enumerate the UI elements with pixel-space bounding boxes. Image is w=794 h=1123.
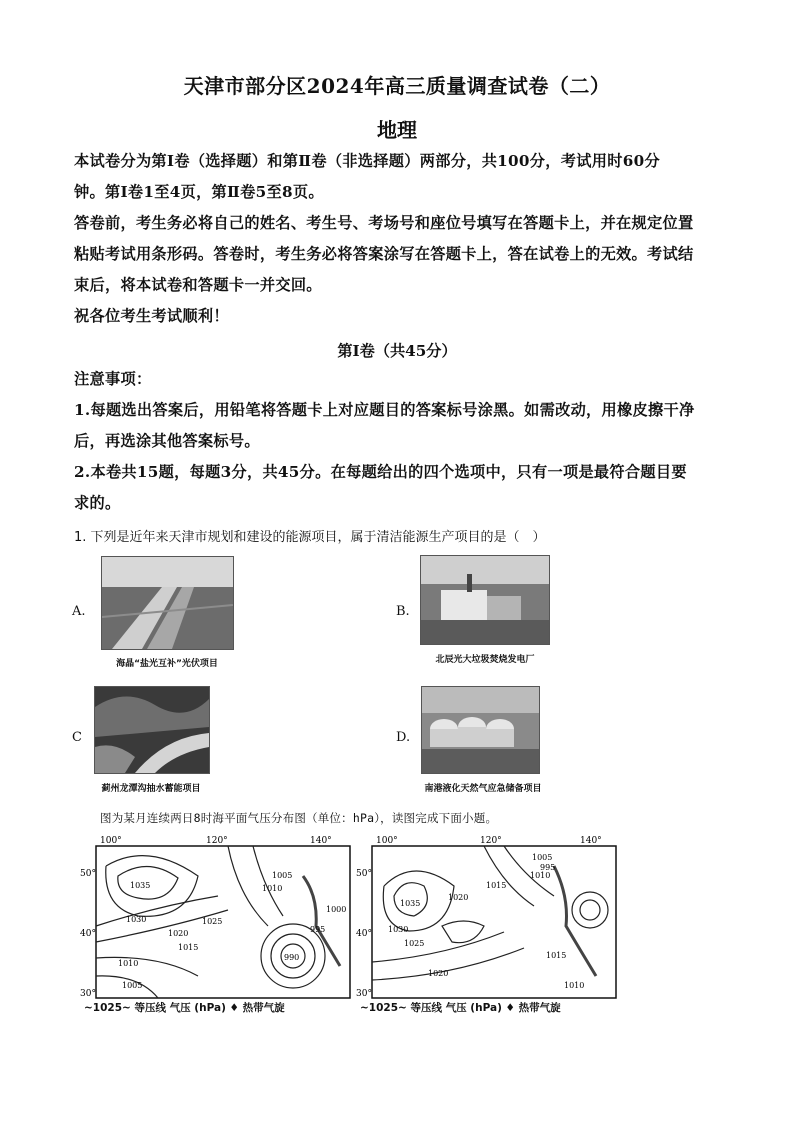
intro-block — [74, 146, 720, 332]
isobar-label: 995 — [310, 925, 326, 934]
solar-field-image — [102, 557, 233, 649]
intro-line: 钟。第Ⅰ卷1至4页，第Ⅱ卷5至8页。 — [74, 183, 324, 201]
intro-line: 束后，将本试卷和答题卡一并交回。 — [74, 276, 322, 294]
cyclone-icon: ♦ — [229, 1002, 239, 1014]
isobar-label: 1015 — [486, 881, 507, 890]
lat-label: 30° — [80, 989, 96, 999]
lon-label: 100° — [376, 836, 398, 846]
legend-pressure-label: 气压 (hPa) — [445, 1002, 502, 1014]
exam-title: 天津市部分区2024年高三质量调查试卷（二） — [183, 74, 611, 98]
isobar-label: 1020 — [428, 969, 449, 978]
isobar-label: 990 — [284, 953, 300, 962]
isobar-label: 1010 — [530, 871, 551, 880]
isobar-label: 1015 — [178, 943, 199, 952]
option-c-photo — [94, 686, 210, 774]
isobar-label: 995 — [540, 863, 556, 872]
legend-isobar-label: 等压线 — [410, 1002, 442, 1014]
lat-label: 40° — [80, 929, 96, 939]
legend-cyclone-label: 热带气旋 — [242, 1002, 285, 1014]
legend-isobar-symbol: ~1025~ — [84, 1002, 131, 1014]
legend-cyclone-label: 热带气旋 — [518, 1002, 561, 1014]
intro-line: 本试卷分为第Ⅰ卷（选择题）和第Ⅱ卷（非选择题）两部分，共100分，考试用时60分 — [74, 152, 660, 170]
isobar-label: 1020 — [168, 929, 189, 938]
map-intro-text: 图为某月连续两日8时海平面气压分布图（单位：hPa），读图完成下面小题。 — [100, 811, 498, 825]
lat-label: 40° — [356, 929, 372, 939]
lon-label: 120° — [206, 836, 228, 846]
isobar-label: 1025 — [404, 939, 425, 948]
isobar-label: 1025 — [202, 917, 223, 926]
isobar-label: 1010 — [262, 884, 283, 893]
isobar-label: 1000 — [326, 905, 347, 914]
option-c-label: C — [72, 730, 82, 745]
map2-legend — [360, 1000, 561, 1015]
isobar-label: 1005 — [532, 853, 553, 862]
question-1-stem: 1. 下列是近年来天津市规划和建设的能源项目，属于清洁能源生产项目的是（ ） — [74, 530, 546, 545]
lon-label: 100° — [100, 836, 122, 846]
isobar-label: 1035 — [400, 899, 421, 908]
note-line: 1.每题选出答案后，用铅笔将答题卡上对应题目的答案标号涂黑。如需改动，用橡皮擦干净 — [74, 401, 695, 419]
note-line: 2.本卷共15题，每题3分，共45分。在每题给出的四个选项中，只有一项是最符合题目要 — [74, 463, 687, 481]
isobar-label: 1005 — [272, 871, 293, 880]
lng-tanks-image — [422, 687, 539, 773]
option-b-label: B. — [396, 604, 410, 619]
power-plant-image — [421, 556, 549, 644]
isobar-label: 1010 — [118, 959, 139, 968]
option-b-photo — [420, 555, 550, 645]
intro-line: 粘贴考试用条形码。答卷时，考生务必将答案涂写在答题卡上，答在试卷上的无效。考试结 — [74, 245, 694, 263]
notes-title: 注意事项： — [74, 370, 152, 388]
intro-line: 祝各位考生考试顺利！ — [74, 307, 229, 325]
section-title: 第Ⅰ卷（共45分） — [337, 342, 457, 360]
option-a-label: A. — [72, 604, 86, 619]
option-d-caption: 南港液化天然气应急储备项目 — [424, 784, 542, 794]
note-line: 后，再选涂其他答案标号。 — [74, 432, 260, 450]
option-b-caption: 北辰光大垃圾焚烧发电厂 — [435, 655, 535, 665]
intro-line: 答卷前，考生务必将自己的姓名、考生号、考场号和座位号填写在答题卡上，并在规定位置 — [74, 214, 694, 232]
pumped-storage-image — [95, 687, 209, 773]
legend-isobar-symbol: ~1025~ — [360, 1002, 407, 1014]
subject-title: 地理 — [377, 118, 417, 142]
option-a-photo — [101, 556, 234, 650]
isobar-label: 1020 — [448, 893, 469, 902]
isobar-label: 1035 — [130, 881, 151, 890]
option-a-caption: 海晶“盐光互补”光伏项目 — [116, 659, 218, 669]
legend-pressure-label: 气压 (hPa) — [169, 1002, 226, 1014]
lat-label: 50° — [356, 869, 372, 879]
pressure-map-day2 — [354, 836, 620, 1006]
lon-label: 140° — [580, 836, 602, 846]
note-line: 求的。 — [74, 494, 121, 512]
lon-label: 120° — [480, 836, 502, 846]
isobar-label: 1005 — [122, 981, 143, 990]
map1-legend — [84, 1000, 285, 1015]
option-d-photo — [421, 686, 540, 774]
cyclone-icon: ♦ — [505, 1002, 515, 1014]
lon-label: 140° — [310, 836, 332, 846]
legend-isobar-label: 等压线 — [134, 1002, 166, 1014]
isobar-label: 1030 — [126, 915, 147, 924]
lat-label: 30° — [356, 989, 372, 999]
notes-block — [74, 364, 720, 519]
isobar-label: 1030 — [388, 925, 409, 934]
lat-label: 50° — [80, 869, 96, 879]
pressure-map-day1 — [78, 836, 356, 1006]
isobar-label: 1010 — [564, 981, 585, 990]
isobar-label: 1015 — [546, 951, 567, 960]
option-c-caption: 蓟州龙潭沟抽水蓄能项目 — [101, 784, 201, 794]
option-d-label: D. — [396, 730, 411, 745]
